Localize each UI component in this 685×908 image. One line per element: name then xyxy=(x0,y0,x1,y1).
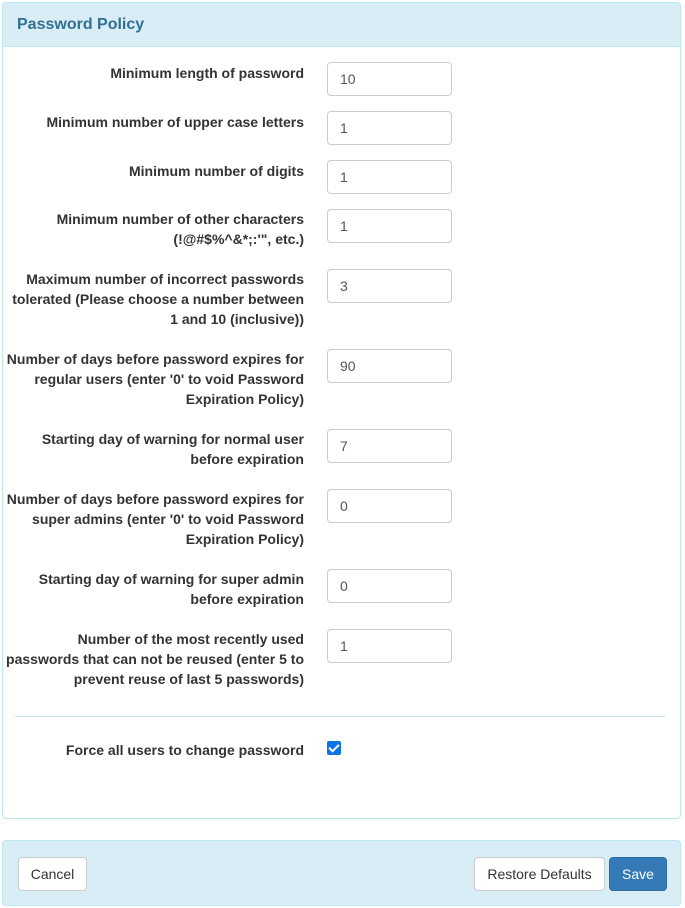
min-other-label: Minimum number of other characters (!@#$%^&*;:'", etc.) xyxy=(56,211,304,247)
expire-regular-input[interactable] xyxy=(327,349,452,383)
expire-super-label: Number of days before password expires for super admins (enter '0' to void Password Expiration Policy) xyxy=(6,491,304,547)
panel-heading xyxy=(3,3,680,47)
form-divider xyxy=(15,716,665,717)
warn-normal-input[interactable] xyxy=(327,429,452,463)
force-change-label: Force all users to change password xyxy=(65,742,304,758)
reuse-input[interactable] xyxy=(327,629,452,663)
warn-super-label: Starting day of warning for super admin before expiration xyxy=(38,571,304,607)
min-other-input[interactable] xyxy=(327,209,452,243)
panel-title: Password Policy xyxy=(17,16,145,33)
save-button[interactable]: Save xyxy=(609,857,667,891)
force-change-checkbox[interactable] xyxy=(327,741,341,755)
min-length-input[interactable] xyxy=(327,62,452,96)
footer-bar xyxy=(2,840,681,906)
max-incorrect-input[interactable] xyxy=(327,269,452,303)
expire-regular-label: Number of days before password expires for regular users (enter '0' to void Password Expiration Policy) xyxy=(6,351,304,407)
expire-super-input[interactable] xyxy=(327,489,452,523)
restore-defaults-button[interactable]: Restore Defaults xyxy=(474,857,605,891)
min-length-label: Minimum length of password xyxy=(110,65,304,81)
min-digits-label: Minimum number of digits xyxy=(129,163,304,179)
min-digits-input[interactable] xyxy=(327,160,452,194)
reuse-label: Number of the most recently used passwords that can not be reused (enter 5 to prevent reuse of last 5 passwords) xyxy=(6,631,304,687)
warn-normal-label: Starting day of warning for normal user before expiration xyxy=(41,431,304,467)
min-upper-label: Minimum number of upper case letters xyxy=(46,114,304,130)
max-incorrect-label: Maximum number of incorrect passwords tolerated (Please choose a number between 1 and 10 (inclusive)) xyxy=(12,271,304,327)
cancel-button[interactable]: Cancel xyxy=(18,857,87,891)
warn-super-input[interactable] xyxy=(327,569,452,603)
min-upper-input[interactable] xyxy=(327,111,452,145)
